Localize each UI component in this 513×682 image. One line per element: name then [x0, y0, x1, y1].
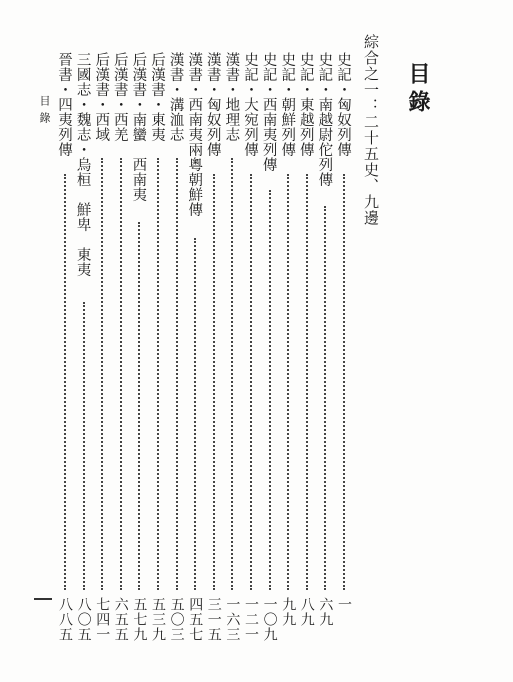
- toc-entry[interactable]: [280, 52, 298, 662]
- toc-leader-dots: [120, 158, 122, 590]
- running-header: 目錄: [38, 95, 51, 129]
- toc-entry[interactable]: [113, 52, 131, 662]
- page-number: [34, 598, 52, 600]
- toc-entry[interactable]: [131, 52, 149, 662]
- toc-entry[interactable]: [206, 52, 224, 662]
- toc-page-number: 八八五: [57, 597, 73, 642]
- toc-leader-dots: [287, 174, 289, 590]
- toc-entry-title: 史記・東越列傳: [297, 52, 314, 157]
- toc-entry-title: 漢書・溝洫志: [167, 52, 184, 142]
- toc-leader-dots: [250, 174, 252, 590]
- toc-page-number: 八九: [298, 597, 315, 627]
- toc-leader-dots: [157, 158, 159, 590]
- toc-entry[interactable]: [94, 52, 112, 662]
- toc-page-number: 八〇五: [75, 597, 92, 642]
- toc-entry[interactable]: [76, 52, 94, 662]
- toc-leader-dots: [269, 190, 271, 590]
- toc-page-number: 一二一: [243, 597, 259, 642]
- toc-page-number: 三一五: [205, 597, 222, 642]
- toc-entry-title: 三國志・魏志・烏桓 鮮卑 東夷: [74, 52, 91, 277]
- toc-entry-title: 史記・朝鮮列傳: [279, 52, 296, 157]
- toc-leader-dots: [101, 158, 103, 590]
- toc-leader-dots: [194, 238, 196, 590]
- toc-page-number: 五〇三: [168, 597, 185, 642]
- toc-page-number: 九九: [280, 597, 297, 627]
- toc-entry-title: 史記・西南夷列傳: [260, 52, 277, 172]
- toc-entry[interactable]: [224, 52, 242, 662]
- toc-leader-dots: [343, 174, 345, 590]
- toc-entry-title: 后漢書・南蠻 西南夷: [130, 52, 147, 202]
- toc-entry-title: 晉書・四夷列傳: [56, 52, 72, 157]
- section-subtitle: 綜合之一：二十五史、九邊: [362, 34, 380, 226]
- toc-entry[interactable]: [169, 52, 187, 662]
- toc-leader-dots: [324, 206, 326, 590]
- toc-entry-title: 漢書・西南夷兩粵朝鮮傳: [186, 52, 203, 217]
- toc-leader-dots: [83, 302, 85, 590]
- toc-page-number: 一〇九: [261, 597, 278, 642]
- toc-entry-title: 后漢書・西域: [93, 52, 110, 142]
- toc-page-number: 七四一: [94, 597, 111, 642]
- page-title: 目錄: [405, 62, 431, 118]
- toc-page-number: 五七九: [131, 597, 148, 642]
- toc-leader-dots: [138, 222, 140, 590]
- toc-leader-dots: [64, 174, 66, 590]
- toc-page-number: 六五五: [112, 597, 129, 642]
- toc-entry-title: 史記・南越尉佗列傳: [316, 52, 333, 187]
- toc-entry[interactable]: [150, 52, 168, 662]
- toc-entry[interactable]: [187, 52, 205, 662]
- toc-page-number: 五三九: [150, 597, 166, 642]
- toc-entry-title: 漢書・地理志: [223, 52, 240, 142]
- toc-leader-dots: [231, 158, 233, 590]
- toc-entry[interactable]: [299, 52, 317, 662]
- toc-entry[interactable]: [336, 52, 354, 662]
- toc-entry-title: 后漢書・西羌: [111, 52, 128, 142]
- toc-leader-dots: [176, 158, 178, 590]
- toc-entry-title: 后漢書・東夷: [149, 52, 165, 142]
- toc-entry[interactable]: [317, 52, 335, 662]
- toc-page-number: 四五七: [187, 597, 204, 642]
- toc-leader-dots: [306, 174, 308, 590]
- toc-leader-dots: [213, 174, 215, 590]
- toc-entry-title: 漢書・匈奴列傳: [204, 52, 221, 157]
- toc-entry[interactable]: [262, 52, 280, 662]
- toc-entry[interactable]: [243, 52, 261, 662]
- toc-page-number: 六九: [317, 597, 334, 627]
- toc-entry-title: 史記・匈奴列傳: [335, 52, 351, 157]
- toc-page-number: 一: [336, 597, 352, 612]
- toc-entry-title: 史記・大宛列傳: [242, 52, 258, 157]
- toc-page-number: 一六三: [224, 597, 241, 642]
- toc-entry[interactable]: [57, 52, 75, 662]
